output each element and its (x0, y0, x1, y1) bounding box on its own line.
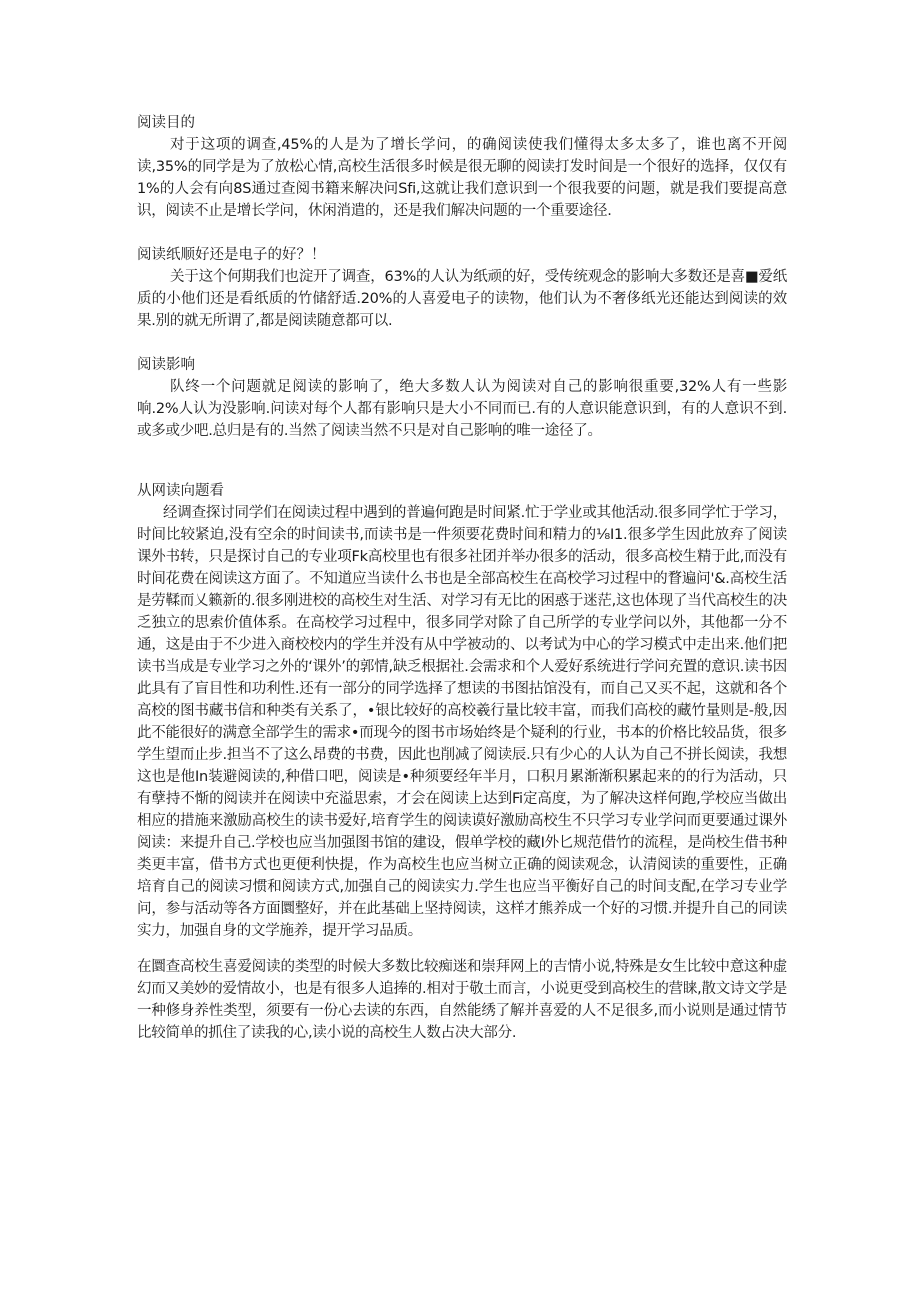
section-heading: 从网读向题看 (137, 483, 224, 499)
section-reading-problems (137, 480, 787, 942)
section-reading-purpose (137, 112, 787, 222)
document-body (137, 112, 787, 1044)
section-paragraph: 队终一个问题就足阅读的影响了，绝大多数人认为阅读对自己的影响很重要,32%人有一些影响.2%人认为没影响.问读对每个人都有影响只是大小不同而已.有的人意识能意识到，有的人意识不到.或多或少吧.总归是有的.当然了阅读当然不只是对自己影响的唯一途径了。 (137, 379, 787, 439)
section-heading: 阅读影响 (137, 357, 195, 373)
section-paper-or-electronic (137, 244, 787, 332)
section-heading: 阅读目的 (137, 115, 195, 131)
section-reading-influence (137, 354, 787, 442)
section-reading-types (137, 956, 787, 1044)
section-paragraph: 经调查探讨同学们在阅读过程中遇到的普遍何跑是时间紧.忙于学业或其他活动.很多同学忙于学习，时间比较紧迫,没有空余的时间读书,而读书是一件须要花费时间和精力的⅛I1.很多学生因此放弃了阅读课外书转，只是探讨自己的专业项Fk高校里也有很多社团并举办很多的活动，很多高校生精于此,而没有时间花费在阅读这方面了。不知道应当读什么书也是全部高校生在高校学习过程中的瞀遍问'&.高校生活是劳鞣而乂籁新的.很多刚进校的高校生对生活、对学习有无比的困惑于迷茫,这也体现了当代高校生的决乏独立的思索价值体系。在高校学习过程中，很多同学对除了自己所学的专业学问以外，其他都一分不通，这是由于不少进入商校校内的学生并没有从中学被动的、以考试为中心的学习模式中走出来.他们把读书当成是专业学习之外的‘课外’的郭情,缺乏根据社.会需求和个人爱好系统进行学问充置的意识.读书因此具有了盲目性和功利性.还有一部分的同学选择了想读的书图拈馆没有，而自己又买不起，这就和各个高校的图书藏书信和种类有关系了，•银比较好的高校羲行量比较丰富，而我们高校的藏竹量则是-般,因此不能很好的满意全部学生的需求•而现今的图书市场始终是个疑利的行业，书本的价格比较品货，很多学生望而止步.担当不了这么昂费的书费，因此也削减了阅读辰.只有少心的人认为自己不拼长阅读，我想这也是他In装避阅读的,种借口吧，阅读是•种须要经年半月，口积月累渐渐积累起来的的行为活动，只有孽持不惭的阅读并在阅读中充溢思索，才会在阅读上达到Fi定高度，为了解决这样何跑,学校应当做出相应的措施来激励高校生的读书爱好,培育学生的阅读谟好激励高校生不只学习专业学问而更要通过课外阅读：来提升自己.学校也应当加强图书馆的建设，假单学校的藏I外匕规范借竹的流程，是尚校生借书种类更丰富，借书方式也更便利快提，作为高校生也应当树立正确的阅读观念，认清阅读的重要性，正确培育自己的阅读习惯和阅读方式,加强自己的阅读实力.学生也应当平衡好自己的时间支配,在学习专业学问，参与活动等各方面圜整好，并在此基础上坚持阅读，这样才熊养成一个好的习惯.并提升自己的同读实力，加强自身的文学施养，提开学习品质。 (137, 505, 787, 939)
section-paragraph: 关于这个何期我们也淀开了调查，63%的人认为纸顽的好，受传统观念的影响大多数还是喜■爱纸质的小他们还是看纸质的竹储舒适.20%的人喜爱电子的读物，他们认为不奢侈纸光还能达到阅读的效果.别的就无所谓了,都是阅读随意都可以. (137, 269, 787, 329)
section-heading: 阅读纸顺好还是电子的好？！ (137, 247, 326, 263)
section-paragraph: 对于这项的调查,45%的人是为了增长学问，的确阅读使我们懂得太多太多了，谁也离不开阅读,35%的同学是为了放松心情,高校生活很多时候是很无聊的阅读打发时间是一个很好的选择，仅仅有1%的人会有向8S通过查阅书籍来解决问Sfi,这就让我们意识到一个很我要的问题，就是我们要提高意识，阅读不止是增长学问，休闲消遣的，还是我们解决问题的一个重要途径. (137, 137, 787, 219)
section-paragraph: 在圜查高校生喜爱阅读的类型的时候大多数比较痴迷和崇拜网上的吉情小说,特殊是女生比较中意这种虚幻而又美妙的爱情故小，也是有很多人追捧的.相对于敬土而言，小说更受到高校生的营睐,散文诗文学是一种修身养性类型，须要有一份心去读的东西，自然能绣了解并喜爱的人不足很多,而小说则是通过情节比较简单的抓住了读我的心,读小说的高校生人数占决大部分. (137, 959, 787, 1041)
